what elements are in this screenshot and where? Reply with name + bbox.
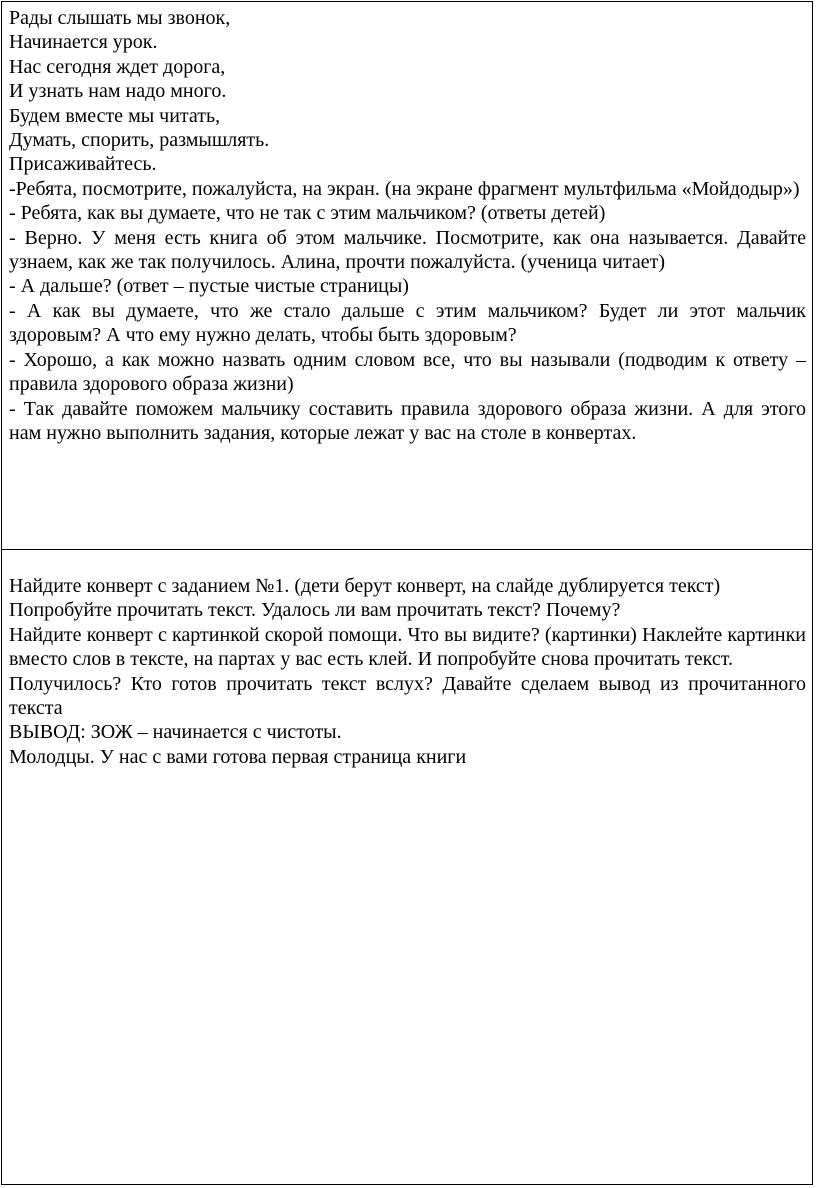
poem-line: Начинается урок. <box>9 31 158 54</box>
task-paragraph: Молодцы. У нас с вами готова первая страница книги <box>9 745 467 768</box>
lesson-cell-task <box>2 550 812 1184</box>
dialogue-paragraph: -Ребята, посмотрите, пожалуйста, на экран. (на экране фрагмент мультфильма «Мойдодыр») <box>9 177 800 200</box>
task-paragraph: Найдите конверт с заданием №1. (дети берут конверт, на слайде дублируется текст) <box>9 575 721 597</box>
dialogue-paragraph: - Так давайте поможем мальчику составить правила здорового образа жизни. А для этого нам нужно выполнить задания, которые лежат у вас на столе в конвертах. <box>9 397 806 444</box>
poem-line: Присаживайтесь. <box>9 153 157 176</box>
dialogue-paragraph: - А дальше? (ответ – пустые чистые страницы) <box>9 275 409 298</box>
poem-line: Рады слышать мы звонок, <box>9 7 231 29</box>
task-paragraph: Попробуйте прочитать текст. Удалось ли вам прочитать текст? Почему? <box>9 599 621 622</box>
dialogue-paragraph: - А как вы думаете, что же стало дальше с этим мальчиком? Будет ли этот мальчик здоровым? А что ему нужно делать, чтобы быть здоровым? <box>9 299 806 347</box>
task-paragraph: Найдите конверт с картинкой скорой помощи. Что вы видите? (картинки) Наклейте картинки вместо слов в тексте, на партах у вас есть клей. И попробуйте снова прочитать текст. <box>9 623 806 671</box>
lesson-cell-intro <box>2 2 812 550</box>
dialogue-paragraph: - Верно. У меня есть книга об этом мальчике. Посмотрите, как она называется. Давайте узнаем, как же так получилось. Алина, прочти пожалуйста. (ученица читает) <box>9 226 806 274</box>
dialogue-paragraph: - Хорошо, а как можно назвать одним словом все, что вы называли (подводим к ответу – правила здорового образа жизни) <box>9 348 806 396</box>
dialogue-paragraph: - Ребята, как вы думаете, что не так с этим мальчиком? (ответы детей) <box>9 202 606 225</box>
poem-line: Нас сегодня ждет дорога, <box>9 55 226 78</box>
lesson-table <box>1 1 813 1185</box>
poem-line: И узнать нам надо много. <box>9 80 227 103</box>
task-paragraph: Получилось? Кто готов прочитать текст вслух? Давайте сделаем вывод из прочитанного текста <box>9 672 806 720</box>
poem-line: Думать, спорить, размышлять. <box>9 129 270 152</box>
poem-line: Будем вместе мы читать, <box>9 104 221 127</box>
conclusion-paragraph: ВЫВОД: ЗОЖ – начинается с чистоты. <box>9 721 342 744</box>
